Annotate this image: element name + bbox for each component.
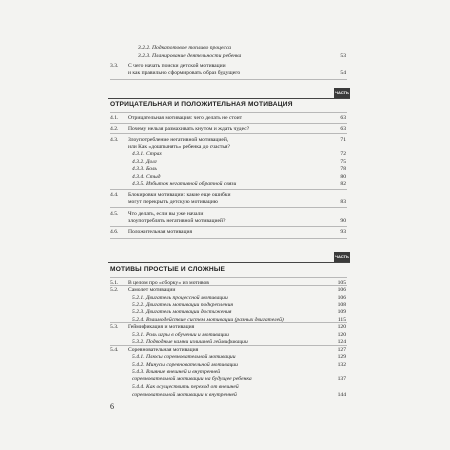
section-title: МОТИВЫ ПРОСТЫЕ И СЛОЖНЫЕ [110,266,226,273]
toc-entry-page: 137 [337,376,346,382]
toc-entry-title: Отрицательная мотивация: чего делать не стоит [128,115,243,121]
toc-entry-page: 72 [340,151,346,157]
toc-entry-page: 75 [340,159,346,165]
page-number: 6 [110,402,114,411]
toc-entry-page: 106 [337,295,346,301]
toc-entry-page: 63 [340,126,346,132]
toc-entry-page: 144 [337,392,346,398]
toc-entry-number: 5.3. [110,324,119,330]
toc-entry-page: 129 [337,354,346,360]
toc-entry-number: 4.6. [110,229,119,235]
divider [110,285,347,286]
toc-entry-number: 3.3. [110,63,119,69]
toc-entry-title: 5.2.1. Двигатель процессной мотивации [132,295,228,301]
toc-entry-page: 78 [340,166,346,172]
toc-entry-page: 71 [340,137,346,143]
divider [110,226,347,227]
toc-entry-number: 5.2. [110,287,119,293]
toc-entry-title: Геймификация и мотивация [128,324,195,330]
part-divider [108,262,350,263]
toc-entry-title: 4.3.5. Избыток негативной обратной связи [132,181,237,187]
part-label: ЧАСТЬ [334,252,350,262]
divider [110,112,347,113]
toc-entry-title: 5.2.3. Двигатель мотивации достижения [132,309,232,315]
divider [110,133,347,134]
toc-entry-page: 82 [340,181,346,187]
toc-entry-title: злоупотреблять негативной мотивацией? [128,218,226,224]
part-divider [108,98,350,99]
divider [110,189,347,190]
divider [110,345,347,346]
toc-entry-page: 115 [337,317,346,323]
toc-entry-title: Самолет мотивации [128,287,176,293]
toc-entry-title: Злоупотребление негативной мотивацией, [128,137,229,143]
toc-entry-page: 127 [337,347,346,353]
toc-entry-title: С чего начать поиски детской мотивации [128,63,226,69]
toc-entry-title: 5.4.4. Как осуществить переход от внешней [132,384,239,390]
toc-entry-page: 120 [337,324,346,330]
toc-entry-page: 54 [340,70,346,76]
toc-entry-page: 90 [340,218,346,224]
section-title: ОТРИЦАТЕЛЬНАЯ И ПОЛОЖИТЕЛЬНАЯ МОТИВАЦИЯ [110,101,293,108]
toc-entry-title: Соревновательная мотивация [128,347,199,353]
toc-entry-page: 108 [337,302,346,308]
divider [110,79,347,80]
toc-entry-number: 4.2. [110,126,119,132]
toc-entry-title: 5.4.1. Плюсы соревновательной мотивации [132,354,236,360]
divider [110,238,347,239]
toc-entry-title: могут перекрыть детскую мотивацию [128,199,218,205]
toc-entry-title: 4.3.4. Стыд [132,174,161,180]
toc-entry-title: соревновательной мотивации к внутренней [132,392,237,398]
toc-entry-number: 5.1. [110,280,119,286]
toc-entry-number: 4.1. [110,115,119,121]
toc-entry-title: 4.3.2. Долг [132,159,157,165]
toc-entry-title: или Как «дошпынять» ребенка до счастья? [128,144,230,150]
toc-entry-number: 4.3. [110,137,119,143]
toc-entry-page: 63 [340,115,346,121]
part-label: ЧАСТЬ [334,88,350,98]
toc-entry-page: 109 [337,309,346,315]
toc-entry-page: 132 [337,362,346,368]
toc-entry-page: 105 [337,280,346,286]
toc-entry-number: 4.5. [110,211,119,217]
toc-entry-page: 93 [340,229,346,235]
toc-entry-title: Блокировки мотивации: какие еще ошибки [128,192,231,198]
toc-entry-title: 5.3.2. Подводные камни излишней геймификации [132,339,248,345]
toc-entry-page: 80 [340,174,346,180]
toc-entry-page: 106 [337,287,346,293]
toc-entry-title: и как правильно сформировать образ будущего [128,70,241,76]
toc-entry-page: 120 [337,332,346,338]
toc-entry-page: 124 [337,339,346,345]
toc-entry-title: Положительная мотивация [128,229,193,235]
toc-entry-title: Почему нельзя размахивать кнутом и ждать чудес? [128,126,250,132]
toc-entry-title: 4.3.3. Боль [132,166,157,172]
toc-entry-page: 83 [340,199,346,205]
toc-entry-number: 5.4. [110,347,119,353]
divider [110,207,347,208]
toc-entry-title: 4.3.1. Страх [132,151,162,157]
toc-entry-title: 5.2.2. Двигатель мотивации подкрепления [132,302,233,308]
toc-entry-title: 3.2.3. Планирование деятельности ребенка [138,53,242,59]
toc-entry-page: 53 [340,53,346,59]
toc-entry-title: 5.3.1. Роль игры в обучении и мотивации [132,332,229,338]
toc-entry-title: 3.2.2. Подкапотовое топливо процесса [138,45,232,51]
divider [110,322,347,323]
toc-entry-title: В целом про «сборку» из мотивов [128,280,209,286]
toc-entry-number: 4.4. [110,192,119,198]
toc-entry-title: 5.4.2. Минусы соревновательной мотивации [132,362,238,368]
divider [110,123,347,124]
toc-entry-title: Что делать, если вы уже начали [128,211,204,217]
toc-entry-title: соревновательной мотивации на будущее ребенка [132,376,252,382]
divider [110,277,347,278]
toc-entry-title: 5.4.3. Влияние внешней и внутренней [132,369,221,375]
toc-entry-title: 5.2.4. Взаимодействие систем мотивации (разных двигателей) [132,317,284,323]
